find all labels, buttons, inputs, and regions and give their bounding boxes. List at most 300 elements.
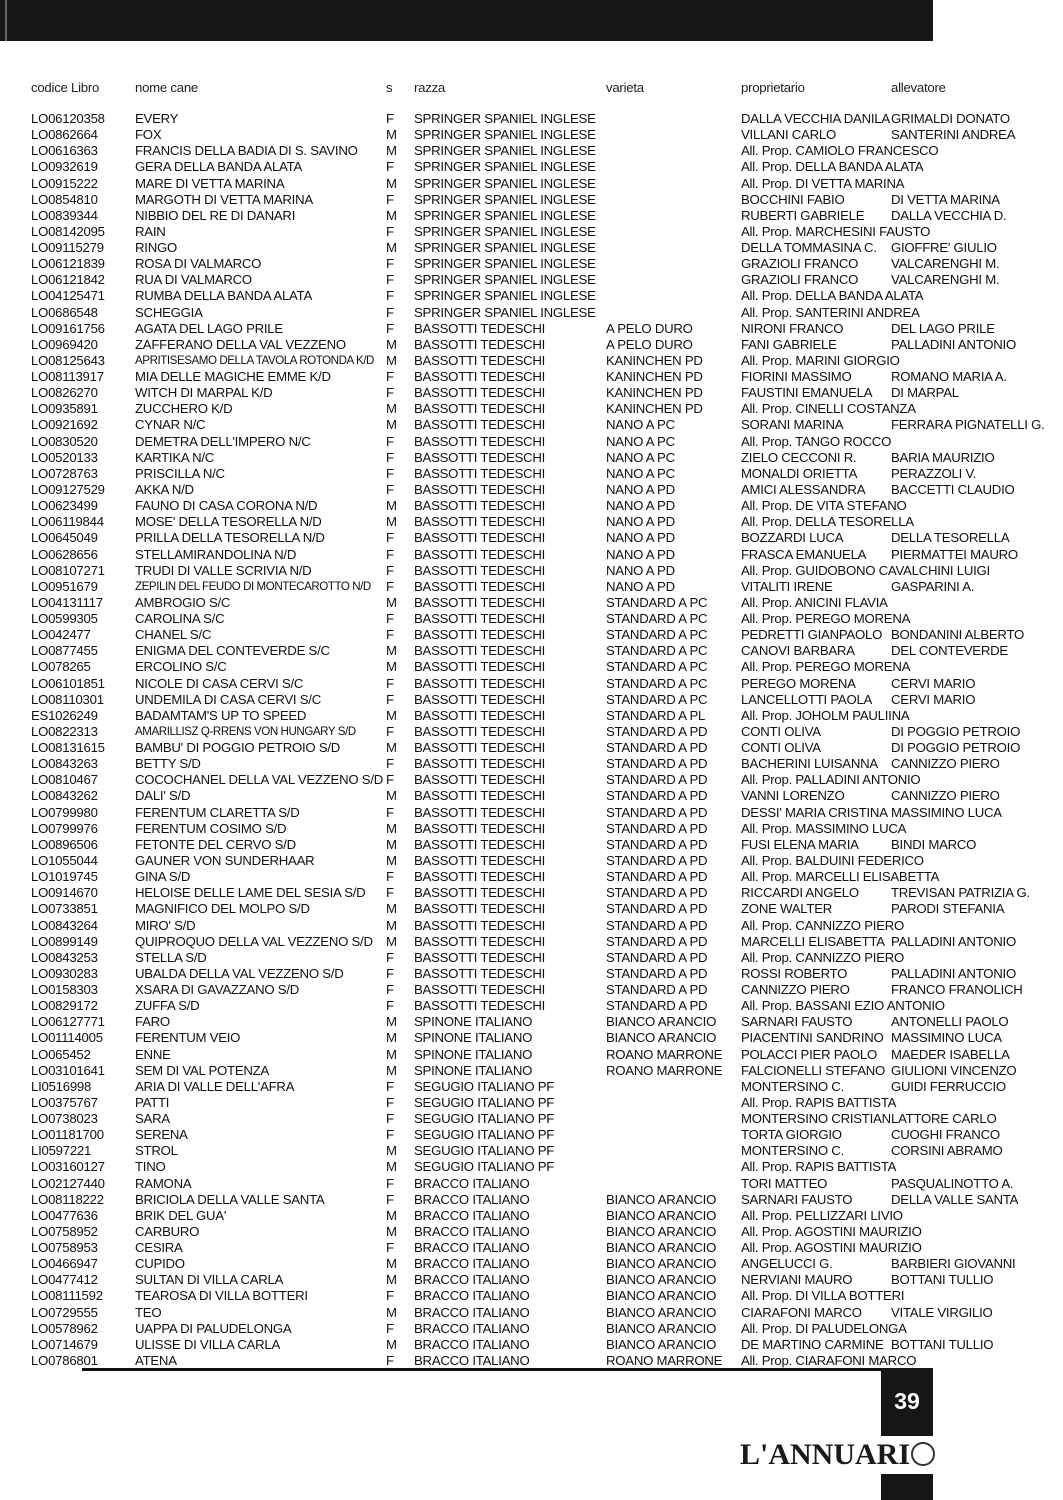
cell-owner: All. Prop. AGOSTINI MAURIZIO [741, 1240, 922, 1256]
cell-owner: GRAZIOLI FRANCO [741, 272, 859, 288]
cell-owner: All. Prop. MASSIMINO LUCA [741, 820, 907, 836]
table-row [0, 321, 1063, 337]
table-row [0, 756, 1063, 772]
annuario-logo [740, 1436, 940, 1474]
cell-sex: F [386, 1175, 394, 1191]
cell-owner: All. Prop. SANTERINI ANDREA [741, 304, 920, 320]
table-row [0, 1192, 1063, 1208]
cell-breed: BRACCO ITALIANO [414, 1175, 530, 1191]
table-row [0, 272, 1063, 288]
cell-name: ZEPILIN DEL FEUDO DI MONTECAROTTO N/D [135, 579, 371, 593]
cell-sex: F [386, 1353, 394, 1368]
table-row [0, 1030, 1063, 1046]
cell-owner: ROSSI ROBERTO [741, 965, 848, 981]
cell-variety: BIANCO ARANCIO [606, 1014, 717, 1030]
cell-owner: MONTERSINO CRISTIAN [741, 1111, 891, 1127]
cell-variety: NANO A PC [606, 465, 675, 481]
cell-code: LO04125471 [31, 288, 105, 304]
cell-breed: BASSOTTI TEDESCHI [414, 659, 546, 675]
cell-code: LO09127529 [31, 481, 105, 497]
cell-variety: ROANO MARRONE [606, 1062, 723, 1078]
cell-sex: M [386, 498, 397, 514]
cell-sex: F [386, 1191, 394, 1207]
cell-breed: BASSOTTI TEDESCHI [414, 336, 546, 352]
cell-breed: BRACCO ITALIANO [414, 1240, 530, 1256]
cell-code: LO01114005 [31, 1030, 103, 1046]
cell-owner: All. Prop. GUIDOBONO CAVALCHINI LUIGI [741, 562, 990, 578]
cell-sex: F [386, 691, 394, 707]
table-row [0, 434, 1063, 450]
cell-sex: F [386, 1111, 394, 1127]
cell-code: LO0854810 [31, 191, 98, 207]
table-row [0, 1353, 1063, 1369]
cell-owner: All. Prop. BALDUINI FEDERICO [741, 852, 924, 868]
cell-code: LO09161756 [31, 320, 105, 336]
cell-sex: M [386, 740, 397, 756]
cell-code: LO0728763 [31, 465, 98, 481]
cell-breed: BASSOTTI TEDESCHI [414, 449, 546, 465]
cell-sex: F [386, 885, 394, 901]
cell-breed: BASSOTTI TEDESCHI [414, 756, 546, 772]
cell-breeder: GASPARINI A. [891, 578, 975, 594]
cell-sex: M [386, 1223, 397, 1239]
cell-breed: SPRINGER SPANIEL INGLESE [414, 304, 596, 320]
cell-sex: M [386, 594, 397, 610]
table-row [0, 611, 1063, 627]
cell-owner: CONTI OLIVA [741, 723, 821, 739]
cell-owner: All. Prop. MARCHESINI FAUSTO [741, 223, 931, 239]
cell-sex: F [386, 256, 394, 272]
cell-variety: STANDARD A PD [606, 901, 708, 917]
cell-breeder: CORSINI ABRAMO [891, 1143, 1003, 1159]
cell-variety: NANO A PC [606, 433, 675, 449]
table-row [0, 627, 1063, 643]
cell-owner: DESSI' MARIA CRISTINA [741, 804, 888, 820]
cell-code: LO0899149 [31, 933, 98, 949]
cell-variety: BIANCO ARANCIO [606, 1191, 717, 1207]
cell-sex: M [386, 401, 397, 417]
cell-sex: M [386, 1030, 397, 1046]
cell-code: LO0951679 [31, 578, 98, 594]
cell-variety: NANO A PD [606, 578, 675, 594]
table-row [0, 950, 1063, 966]
cell-variety: KANINCHEN PD [606, 352, 703, 368]
cell-variety: NANO A PD [606, 562, 675, 578]
cell-variety: ROANO MARRONE [606, 1353, 723, 1368]
cell-breed: BASSOTTI TEDESCHI [414, 707, 546, 723]
table-row [0, 1208, 1063, 1224]
cell-name: RUA DI VALMARCO [135, 272, 252, 288]
cell-variety: STANDARD A PD [606, 723, 708, 739]
cell-variety: STANDARD A PC [606, 594, 708, 610]
cell-owner: All. Prop. CIARAFONI MARCO [741, 1353, 917, 1368]
cell-code: LO0520133 [31, 449, 98, 465]
cell-name: BADAMTAM'S UP TO SPEED [135, 707, 307, 723]
cell-owner: BACHERINI LUISANNA [741, 756, 878, 772]
cell-breed: SPRINGER SPANIEL INGLESE [414, 207, 596, 223]
cell-code: LO02127440 [31, 1175, 105, 1191]
table-row [0, 805, 1063, 821]
cell-name: BRICIOLA DELLA VALLE SANTA [135, 1191, 325, 1207]
cell-code: LO0839344 [31, 207, 98, 223]
cell-sex: F [386, 756, 394, 772]
cell-name: ATENA [135, 1353, 177, 1368]
cell-owner: ZIELO CECCONI R. [741, 449, 857, 465]
cell-owner: MONALDI ORIETTA [741, 465, 858, 481]
cell-variety: STANDARD A PD [606, 788, 708, 804]
cell-code: LO0826270 [31, 385, 98, 401]
cell-owner: DELLA TOMMASINA C. [741, 240, 877, 256]
table-row [0, 1127, 1063, 1143]
cell-name: AMARILLISZ Q-RRENS VON HUNGARY S/D [135, 724, 356, 738]
cell-sex: M [386, 788, 397, 804]
cell-sex: M [386, 820, 397, 836]
cell-sex: F [386, 723, 394, 739]
cell-variety: STANDARD A PD [606, 998, 708, 1014]
table-row [0, 208, 1063, 224]
table-header [0, 80, 1063, 96]
cell-breed: BASSOTTI TEDESCHI [414, 982, 546, 998]
table-row [0, 401, 1063, 417]
cell-owner: CONTI OLIVA [741, 740, 821, 756]
cell-breed: BASSOTTI TEDESCHI [414, 804, 546, 820]
cell-breed: SEGUGIO ITALIANO PF [414, 1094, 555, 1110]
cell-variety: STANDARD A PD [606, 804, 708, 820]
cell-name: NIBBIO DEL RE DI DANARI [135, 207, 296, 223]
cell-owner: RICCARDI ANGELO [741, 885, 859, 901]
cell-sex: F [386, 675, 394, 691]
cell-name: FERENTUM VEIO [135, 1030, 241, 1046]
cell-code: LO0466947 [31, 1256, 98, 1272]
cell-code: LO0645049 [31, 530, 98, 546]
cell-breed: BASSOTTI TEDESCHI [414, 788, 546, 804]
cell-sex: M [386, 901, 397, 917]
cell-name: FRANCIS DELLA BADIA DI S. SAVINO [135, 143, 358, 159]
cell-name: MARE DI VETTA MARINA [135, 175, 285, 191]
cell-name: MIRO' S/D [135, 917, 196, 933]
cell-code: LO03160127 [31, 1159, 105, 1175]
cell-breed: SEGUGIO ITALIANO PF [414, 1159, 555, 1175]
table-row [0, 1240, 1063, 1256]
cell-breed: SPRINGER SPANIEL INGLESE [414, 127, 596, 143]
cell-name: QUIPROQUO DELLA VAL VEZZENO S/D [135, 933, 373, 949]
cell-breeder: FRANCO FRANOLICH [891, 982, 1023, 998]
cell-code: LO1055044 [31, 852, 98, 868]
table-row [0, 788, 1063, 804]
cell-sex: M [386, 707, 397, 723]
cell-breeder: FERRARA PIGNATELLI G. [891, 417, 1045, 433]
cell-name: ARIA DI VALLE DELL'AFRA [135, 1078, 295, 1094]
cell-sex: F [386, 272, 394, 288]
cell-name: MOSE' DELLA TESORELLA N/D [135, 514, 322, 530]
cell-name: RINGO [135, 240, 177, 256]
cell-owner: All. Prop. CANNIZZO PIERO [741, 949, 905, 965]
cell-code: LO0623499 [31, 498, 98, 514]
cell-sex: M [386, 1014, 397, 1030]
cell-sex: F [386, 772, 394, 788]
cell-code: LO1019745 [31, 869, 98, 885]
cell-code: LO08142095 [31, 223, 105, 239]
cell-name: ZUFFA S/D [135, 998, 200, 1014]
cell-sex: F [386, 304, 394, 320]
cell-breeder: GIULIONI VINCENZO [891, 1062, 1017, 1078]
table-row [0, 1111, 1063, 1127]
cell-name: CARBURO [135, 1223, 200, 1239]
footer-rule [82, 1368, 881, 1371]
cell-name: AGATA DEL LAGO PRILE [135, 320, 283, 336]
table-row [0, 1272, 1063, 1288]
cell-code: LO0915222 [31, 175, 98, 191]
cell-breed: BASSOTTI TEDESCHI [414, 627, 546, 643]
cell-name: RAMONA [135, 1175, 192, 1191]
cell-owner: CIARAFONI MARCO [741, 1304, 862, 1320]
cell-owner: All. Prop. MARINI GIORGIO [741, 352, 900, 368]
cell-variety: NANO A PC [606, 417, 675, 433]
cell-breeder: CUOGHI FRANCO [891, 1127, 1000, 1143]
cell-sex: F [386, 578, 394, 594]
cell-name: BAMBU' DI POGGIO PETROIO S/D [135, 740, 341, 756]
cell-code: LO0714679 [31, 1336, 98, 1352]
cell-sex: M [386, 1159, 397, 1175]
cell-sex: M [386, 643, 397, 659]
cell-sex: M [386, 1304, 397, 1320]
table-row [0, 385, 1063, 401]
cell-owner: FAUSTINI EMANUELA [741, 385, 873, 401]
cell-code: LO0616363 [31, 143, 98, 159]
cell-code: LO0921692 [31, 417, 98, 433]
cell-breeder: DI VETTA MARINA [891, 191, 1000, 207]
cell-code: LO042477 [31, 627, 91, 643]
cell-variety: KANINCHEN PD [606, 385, 703, 401]
cell-code: LO0733851 [31, 901, 98, 917]
table-row [0, 1288, 1063, 1304]
cell-code: LO0935891 [31, 401, 98, 417]
cell-breed: BRACCO ITALIANO [414, 1272, 530, 1288]
cell-breeder: CANNIZZO PIERO [891, 788, 1000, 804]
cell-name: ULISSE DI VILLA CARLA [135, 1336, 281, 1352]
cell-owner: All. Prop. DI VILLA BOTTERI [741, 1288, 905, 1304]
cell-name: COCOCHANEL DELLA VAL VEZZENO S/D [135, 772, 384, 788]
cell-breed: BASSOTTI TEDESCHI [414, 723, 546, 739]
table-row [0, 676, 1063, 692]
cell-variety: BIANCO ARANCIO [606, 1030, 717, 1046]
cell-code: LO0843262 [31, 788, 98, 804]
cell-name: FAUNO DI CASA CORONA N/D [135, 498, 318, 514]
header-variety: varieta [606, 80, 644, 95]
cell-sex: M [386, 417, 397, 433]
cell-code: LO0914670 [31, 885, 98, 901]
cell-variety: STANDARD A PD [606, 756, 708, 772]
cell-breed: BRACCO ITALIANO [414, 1353, 530, 1368]
cell-sex: F [386, 433, 394, 449]
cell-variety: STANDARD A PD [606, 836, 708, 852]
cell-variety: STANDARD A PD [606, 965, 708, 981]
cell-code: LO0862664 [31, 127, 98, 143]
cell-breed: BASSOTTI TEDESCHI [414, 772, 546, 788]
cell-name: CYNAR N/C [135, 417, 206, 433]
cell-name: AMBROGIO S/C [135, 594, 231, 610]
table-row [0, 724, 1063, 740]
cell-breeder: DELLA VALLE SANTA [891, 1191, 1019, 1207]
cell-owner: FALCIONELLI STEFANO [741, 1062, 886, 1078]
header-breeder: allevatore [891, 80, 946, 95]
table-row [0, 837, 1063, 853]
cell-owner: NERVIANI MAURO [741, 1272, 853, 1288]
cell-name: HELOISE DELLE LAME DEL SESIA S/D [135, 885, 366, 901]
cell-code: LI0597221 [31, 1143, 92, 1159]
cell-breeder: GRIMALDI DONATO [891, 111, 1010, 126]
cell-owner: LANCELLOTTI PAOLA [741, 691, 873, 707]
table-row [0, 305, 1063, 321]
cell-code: LO0578962 [31, 1320, 98, 1336]
cell-name: NICOLE DI CASA CERVI S/C [135, 675, 304, 691]
cell-name: ENIGMA DEL CONTEVERDE S/C [135, 643, 330, 659]
cell-name: APRITISESAMO DELLA TAVOLA ROTONDA K/D [135, 353, 374, 367]
cell-variety: NANO A PC [606, 449, 675, 465]
cell-owner: All. Prop. MARCELLI ELISABETTA [741, 869, 940, 885]
cell-owner: FUSI ELENA MARIA [741, 836, 859, 852]
cell-code: LO08113917 [31, 369, 104, 385]
cell-breed: BASSOTTI TEDESCHI [414, 433, 546, 449]
cell-sex: M [386, 1046, 397, 1062]
cell-breed: SPRINGER SPANIEL INGLESE [414, 143, 596, 159]
cell-name: SARA [135, 1111, 170, 1127]
cell-sex: F [386, 1320, 394, 1336]
table-row [0, 579, 1063, 595]
cell-code: LO08107271 [31, 562, 105, 578]
cell-owner: CANOVI BARBARA [741, 643, 855, 659]
cell-sex: M [386, 240, 397, 256]
cell-breeder: CERVI MARIO [891, 675, 976, 691]
cell-owner: All. Prop. ANICINI FLAVIA [741, 594, 888, 610]
cell-breeder: DI POGGIO PETROIO [891, 723, 1021, 739]
cell-sex: M [386, 1336, 397, 1352]
cell-code: LO0738023 [31, 1111, 98, 1127]
header-sex: s [386, 80, 393, 95]
cell-name: BRIK DEL GUA' [135, 1207, 227, 1223]
cell-name: PRILLA DELLA TESORELLA N/D [135, 530, 325, 546]
cell-code: LO08125643 [31, 352, 105, 368]
cell-name: RUMBA DELLA BANDA ALATA [135, 288, 312, 304]
table-row [0, 740, 1063, 756]
cell-owner: BOCCHINI FABIO [741, 191, 845, 207]
cell-owner: All. Prop. RAPIS BATTISTA [741, 1159, 897, 1175]
cell-sex: M [386, 127, 397, 143]
cell-name: MAGNIFICO DEL MOLPO S/D [135, 901, 310, 917]
cell-name: RAIN [135, 223, 166, 239]
table-row [0, 256, 1063, 272]
table-row [0, 1095, 1063, 1111]
cell-sex: F [386, 1094, 394, 1110]
table-row [0, 1014, 1063, 1030]
cell-code: LO0599305 [31, 611, 98, 627]
cell-variety: STANDARD A PD [606, 933, 708, 949]
cell-variety: A PELO DURO [606, 336, 693, 352]
cell-code: LO0829172 [31, 998, 98, 1014]
cell-breed: BASSOTTI TEDESCHI [414, 498, 546, 514]
cell-owner: FANI GABRIELE [741, 336, 837, 352]
cell-owner: VANNI LORENZO [741, 788, 845, 804]
cell-owner: VITALITI IRENE [741, 578, 833, 594]
cell-name: BETTY S/D [135, 756, 201, 772]
cell-code: LO06121839 [31, 256, 105, 272]
cell-name: CAROLINA S/C [135, 611, 225, 627]
cell-owner: All. Prop. CINELLI COSTANZA [741, 401, 916, 417]
header-name: nome cane [135, 80, 198, 95]
cell-code: LO0758952 [31, 1223, 98, 1239]
cell-owner: DALLA VECCHIA DANILA [741, 111, 890, 126]
cell-breed: BASSOTTI TEDESCHI [414, 320, 546, 336]
table-row [0, 692, 1063, 708]
cell-sex: M [386, 143, 397, 159]
cell-code: LO0810467 [31, 772, 98, 788]
cell-breed: BASSOTTI TEDESCHI [414, 740, 546, 756]
cell-breed: BASSOTTI TEDESCHI [414, 465, 546, 481]
cell-owner: PIACENTINI SANDRINO [741, 1030, 884, 1046]
cell-name: TEAROSA DI VILLA BOTTERI [135, 1288, 308, 1304]
cell-owner: PEREGO MORENA [741, 675, 856, 691]
cell-code: LO01181700 [31, 1127, 104, 1143]
cell-sex: F [386, 1078, 394, 1094]
cell-name: DEMETRA DELL'IMPERO N/C [135, 433, 311, 449]
cell-code: LO06121842 [31, 272, 105, 288]
table-row [0, 159, 1063, 175]
cell-code: LO0628656 [31, 546, 98, 562]
table-row [0, 708, 1063, 724]
cell-sex: F [386, 530, 394, 546]
cell-variety: NANO A PD [606, 498, 675, 514]
cell-breed: BRACCO ITALIANO [414, 1320, 530, 1336]
cell-owner: TORI MATTEO [741, 1175, 828, 1191]
cell-name: STROL [135, 1143, 178, 1159]
cell-variety: STANDARD A PD [606, 917, 708, 933]
cell-breeder: BARBIERI GIOVANNI [891, 1256, 1016, 1272]
table-row [0, 466, 1063, 482]
cell-breed: SPRINGER SPANIEL INGLESE [414, 191, 596, 207]
cell-breed: BASSOTTI TEDESCHI [414, 836, 546, 852]
cell-sex: F [386, 111, 394, 126]
table-row [0, 1337, 1063, 1353]
cell-breed: BASSOTTI TEDESCHI [414, 901, 546, 917]
cell-breeder: DELLA TESORELLA [891, 530, 1010, 546]
cell-code: LO04131117 [31, 594, 103, 610]
cell-variety: STANDARD A PC [606, 627, 708, 643]
cell-name: FERENTUM CLARETTA S/D [135, 804, 300, 820]
cell-name: CHANEL S/C [135, 627, 212, 643]
logo-text: L'ANNUARI [740, 1438, 911, 1471]
cell-name: SULTAN DI VILLA CARLA [135, 1272, 284, 1288]
cell-breeder: PIERMATTEI MAURO [891, 546, 1018, 562]
cell-breeder: PALLADINI ANTONIO [891, 336, 1016, 352]
cell-code: LO0843263 [31, 756, 98, 772]
cell-name: GAUNER VON SUNDERHAAR [135, 852, 315, 868]
cell-name: MARGOTH DI VETTA MARINA [135, 191, 313, 207]
cell-breed: BASSOTTI TEDESCHI [414, 675, 546, 691]
cell-code: LO0786801 [31, 1353, 98, 1368]
cell-sex: F [386, 449, 394, 465]
cell-code: LO0930283 [31, 965, 98, 981]
table-row [0, 595, 1063, 611]
cell-code: LO0477412 [31, 1272, 98, 1288]
table-row [0, 224, 1063, 240]
cell-breed: SEGUGIO ITALIANO PF [414, 1078, 555, 1094]
cell-breed: BASSOTTI TEDESCHI [414, 594, 546, 610]
cell-variety: STANDARD A PD [606, 852, 708, 868]
cell-breeder: TREVISAN PATRIZIA G. [891, 885, 1030, 901]
cell-owner: All. Prop. BASSANI EZIO ANTONIO [741, 998, 945, 1014]
cell-code: LO0799980 [31, 804, 98, 820]
table-row [0, 869, 1063, 885]
